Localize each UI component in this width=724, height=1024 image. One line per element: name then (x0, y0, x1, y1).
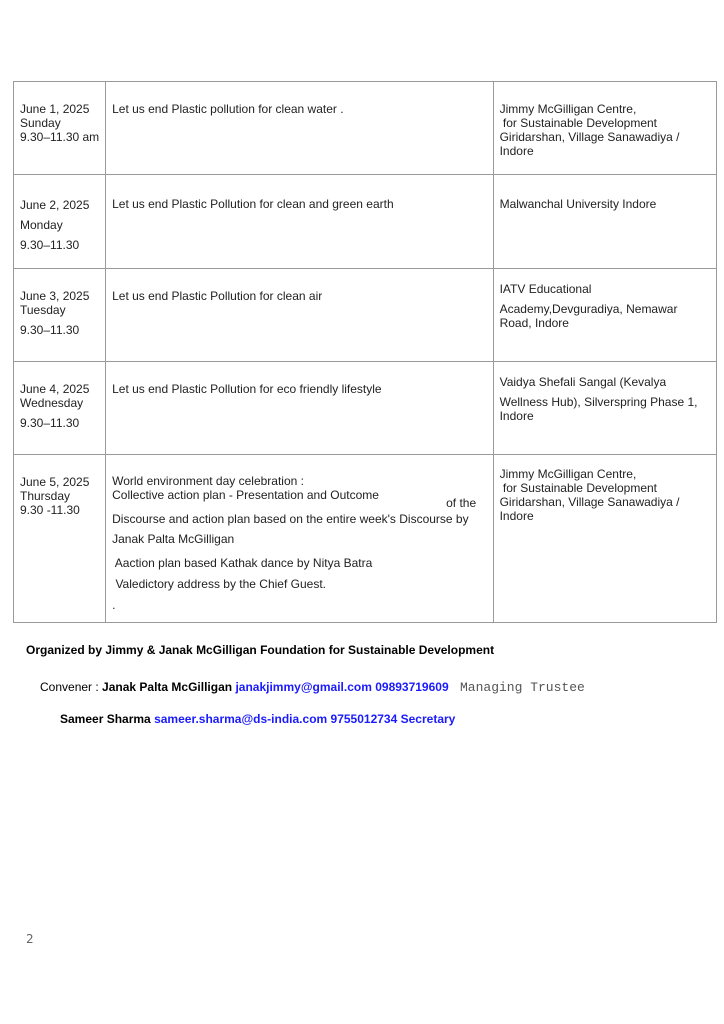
event-date: June 5, 2025 (20, 475, 90, 489)
event-day: Thursday (20, 489, 71, 503)
event-date: June 4, 2025 (20, 382, 90, 396)
event-topic: . (112, 598, 116, 612)
event-topic: World environment day celebration : (112, 474, 304, 488)
schedule-table (13, 81, 717, 623)
event-topic: Aaction plan based Kathak dance by Nitya Batra (112, 556, 373, 570)
table-row (14, 455, 717, 623)
event-day: Wednesday (20, 396, 84, 410)
venue-line: Wellness Hub), Silverspring Phase 1, (499, 395, 698, 409)
venue-line: Malwanchal University Indore (499, 197, 657, 211)
page-number: 2 (26, 932, 34, 946)
venue-cell (493, 269, 716, 362)
venue-line: Academy,Devguradiya, Nemawar (499, 302, 678, 316)
event-time: 9.30 -11.30 (20, 503, 80, 517)
convener-email-link[interactable]: janakjimmy@gmail.com (235, 680, 372, 694)
convener-label: Convener : (40, 680, 103, 694)
table-row (14, 362, 717, 455)
event-topic: Discourse and action plan based on the entire week's Discourse by (112, 512, 469, 526)
table-row (14, 175, 717, 269)
topic-cell (106, 82, 493, 175)
table-row (14, 269, 717, 362)
venue-cell (493, 362, 716, 455)
venue-line: Indore (499, 144, 534, 158)
secretary-email-link[interactable]: sameer.sharma@ds-india.com (154, 712, 328, 726)
venue-line: Road, Indore (499, 316, 569, 330)
topic-cell (106, 362, 493, 455)
secretary-phone: 9755012734 (330, 712, 398, 726)
event-date: June 2, 2025 (20, 198, 90, 212)
organized-by: Organized by Jimmy & Janak McGilligan Foundation for Sustainable Development (26, 643, 495, 657)
event-topic: Let us end Plastic Pollution for clean air (112, 289, 323, 303)
venue-line: IATV Educational (499, 282, 592, 296)
event-topic: Collective action plan - Presentation and Outcome (112, 488, 379, 502)
event-date: June 3, 2025 (20, 289, 90, 303)
event-topic: Let us end Plastic Pollution for clean and green earth (112, 197, 394, 211)
convener-line (40, 680, 585, 695)
event-topic: Let us end Plastic pollution for clean water . (112, 102, 344, 116)
venue-line: for Sustainable Development (499, 481, 658, 495)
venue-line: Vaidya Shefali Sangal (Kevalya (499, 375, 667, 389)
date-cell (14, 269, 106, 362)
date-cell (14, 362, 106, 455)
date-cell (14, 82, 106, 175)
event-time: 9.30–11.30 (20, 238, 80, 252)
venue-line: Indore (499, 509, 534, 523)
venue-line: Jimmy McGilligan Centre, (499, 102, 637, 116)
topic-cell (106, 175, 493, 269)
convener-phone: 09893719609 (375, 680, 449, 694)
table-row (14, 82, 717, 175)
event-day: Tuesday (20, 303, 66, 317)
venue-cell (493, 455, 716, 623)
topic-cell (106, 269, 493, 362)
secretary-line (60, 712, 455, 726)
event-time: 9.30–11.30 am (20, 130, 100, 144)
date-cell (14, 175, 106, 269)
secretary-role: Secretary (400, 712, 456, 726)
event-day: Sunday (20, 116, 61, 130)
event-topic: Janak Palta McGilligan (112, 532, 235, 546)
date-cell (14, 455, 106, 623)
event-topic: Valedictory address by the Chief Guest. (112, 577, 326, 591)
convener-role: Managing Trustee (459, 680, 585, 695)
secretary-name: Sameer Sharma (60, 712, 151, 726)
overflow-text-fragment: of the (446, 496, 477, 510)
event-time: 9.30–11.30 (20, 416, 80, 430)
venue-line: Giridarshan, Village Sanawadiya / (499, 130, 680, 144)
venue-cell (493, 175, 716, 269)
convener-name: Janak Palta McGilligan (102, 680, 233, 694)
venue-line: Indore (499, 409, 534, 423)
event-time: 9.30–11.30 (20, 323, 80, 337)
event-topic: Let us end Plastic Pollution for eco friendly lifestyle (112, 382, 382, 396)
venue-line: Jimmy McGilligan Centre, (499, 467, 637, 481)
venue-line: Giridarshan, Village Sanawadiya / (499, 495, 680, 509)
venue-line: for Sustainable Development (499, 116, 658, 130)
event-date: June 1, 2025 (20, 102, 90, 116)
topic-cell (106, 455, 493, 623)
venue-cell (493, 82, 716, 175)
event-day: Monday (20, 218, 63, 232)
